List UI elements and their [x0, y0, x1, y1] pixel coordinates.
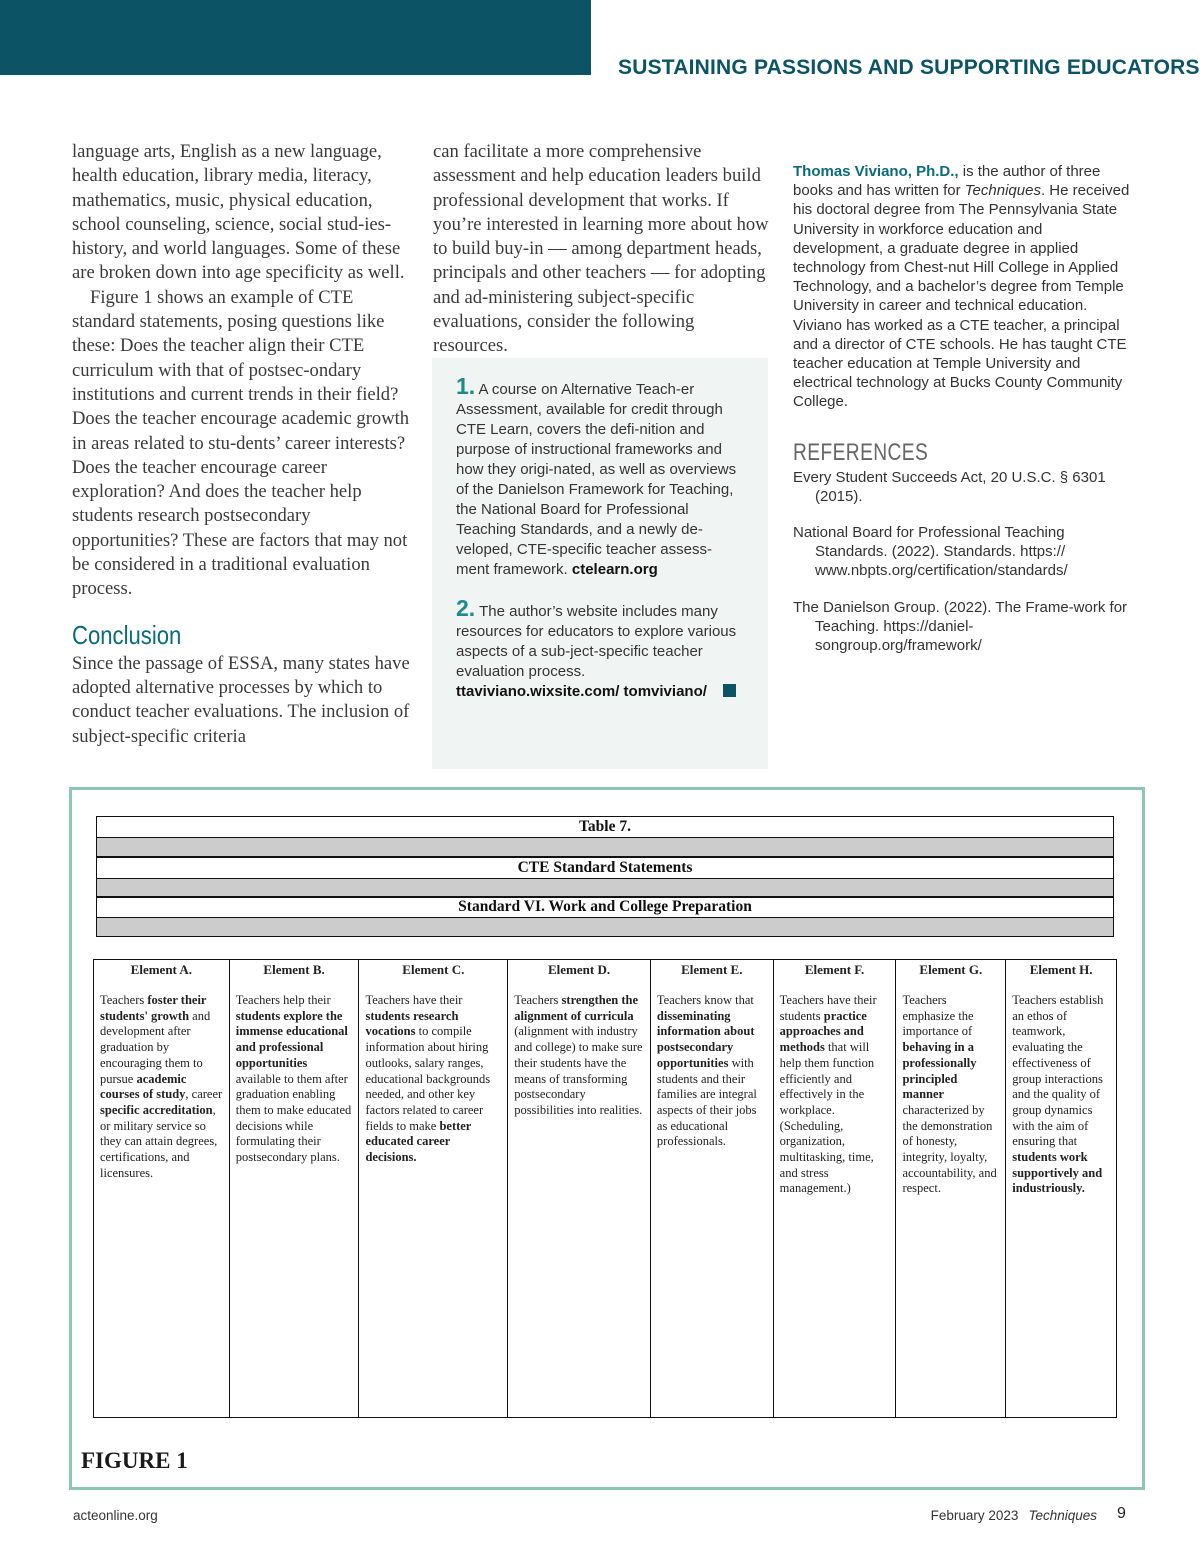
- footer-magazine: Techniques: [1028, 1508, 1097, 1523]
- conclusion-heading: Conclusion: [72, 619, 182, 650]
- table-standard-block: [96, 896, 1114, 937]
- table-shaded-row: [97, 878, 1113, 897]
- table-subtitle: CTE Standard Statements: [517, 859, 693, 876]
- end-mark-icon: [723, 684, 736, 697]
- element-heading: Element E.: [681, 962, 743, 977]
- element-body: Teachers emphasize the importance of behaving in a professionally principled manner characterized by the demonstration of honesty, integrity, loyalty, accountability, and respect.: [902, 993, 997, 1196]
- table-shaded-row: [97, 837, 1113, 856]
- header-color-bar: [0, 0, 591, 75]
- element-body: Teachers help their students explore the immense educational and professional opportunities available to them after graduation enabling them to make educated decisions while formulating their postsecondary plans.: [235, 993, 352, 1165]
- element-body: Teachers know that disseminating information about postsecondary opportunities with students and their families are integral aspects of their jobs as educational professionals.: [656, 993, 757, 1149]
- table-subtitle-block: [96, 857, 1114, 898]
- element-heading: Element B.: [263, 962, 325, 977]
- element-column: [230, 960, 360, 1417]
- paragraph: can facilitate a more comprehensive assessment and help education leaders build professional development that works. If you’re interested in learning more about how to build buy-in — among department heads, principals and other teachers — for adopting and ad-ministering subject-specific evaluations, consider the following resources.: [433, 141, 769, 357]
- element-column: [359, 960, 508, 1417]
- table-title: Table 7.: [579, 818, 631, 835]
- author-column: [793, 162, 1133, 672]
- element-heading: Element F.: [804, 962, 865, 977]
- paragraph: Since the passage of ESSA, many states have adopted alternative processes by which to conduct teacher evaluations. The inclusion of subject-specific criteria: [72, 652, 410, 747]
- table-standard: Standard VI. Work and College Preparation: [458, 898, 752, 915]
- references-heading: REFERENCES: [793, 438, 929, 466]
- reference-item: Every Student Succeeds Act, 20 U.S.C. § 6301 (2015).: [793, 468, 1106, 505]
- resources-box: [432, 358, 768, 769]
- element-column: [896, 960, 1006, 1417]
- element-heading: Element A.: [130, 962, 193, 977]
- resource-link[interactable]: ttaviviano.wixsite.com/ tomviviano/: [456, 683, 707, 700]
- author-bio: [793, 162, 1133, 412]
- page-number: 9: [1117, 1505, 1126, 1522]
- paragraph: Figure 1 shows an example of CTE standard statements, posing questions like these: Does the teacher align their CTE curriculum with that of postsec-ondary institutions and current trends in their field? Does the teacher encourage academic growth in areas related to stu-dents’ career interests? Does the teacher encourage career exploration? And does the teacher help students research postsecondary opportunities? These are factors that may not be considered in a traditional evaluation process.: [72, 286, 410, 600]
- resource-text: The author’s website includes many resources for educators to explore various aspects of a sub-ject-specific teacher evaluation process.: [456, 603, 737, 680]
- element-heading: Element H.: [1029, 962, 1093, 977]
- element-body: Teachers establish an ethos of teamwork, evaluating the effectiveness of group interactions and the quality of group dynamics with the aim of ensuring that students work supportively and industriously.: [1012, 993, 1104, 1196]
- resource-number: 1.: [456, 373, 476, 399]
- resource-item: [456, 595, 744, 702]
- element-body: Teachers have their students research vocations to compile information about hiring outlooks, salary ranges, educational backgrounds needed, and other key factors related to career fields to make better educated career decisions.: [365, 993, 491, 1165]
- paragraph: language arts, English as a new language, health education, library media, literacy, mathematics, music, physical education, school counseling, science, social stud-ies-history, and world languages. Some of these are broken down into age specificity as well.: [72, 141, 405, 284]
- bio-text: is the author of three books and has written for: [793, 163, 1101, 200]
- table-shaded-row: [97, 917, 1113, 936]
- element-column: [94, 960, 230, 1417]
- resource-link[interactable]: ctelearn.org: [571, 561, 658, 578]
- element-column: [1006, 960, 1116, 1417]
- element-body: Teachers have their students practice approaches and methods that will help them function efficiently and effectively in the workplace. (Scheduling, organization, multitasking, time, and stress management.): [779, 993, 877, 1196]
- section-title: SUSTAINING PASSIONS AND SUPPORTING EDUCATORS: [618, 56, 1200, 79]
- resource-item: [456, 373, 744, 580]
- element-heading: Element G.: [919, 962, 983, 977]
- resource-text: A course on Alternative Teach-er Assessment, available for credit through CTE Learn, covers the defi-nition and purpose of instructional frameworks and how they origi-nated, as well as overviews of the Danielson Framework for Teaching, the National Board for Professional Teaching Standards, and a newly de-veloped, CTE-specific teacher assess-ment framework.: [456, 381, 737, 578]
- footer-issue: [931, 1508, 1097, 1523]
- element-heading: Element D.: [547, 962, 611, 977]
- figure-label: FIGURE 1: [81, 1448, 188, 1473]
- article-column-2: [433, 140, 773, 359]
- reference-item: National Board for Professional Teaching Standards. (2022). Standards. https:// www.nbpts.org/certification/standards/: [793, 524, 1068, 580]
- resource-number: 2.: [456, 595, 476, 621]
- reference-item: The Danielson Group. (2022). The Frame-work for Teaching. https://daniel-songroup.org/framework/: [793, 598, 1128, 655]
- element-column: [651, 960, 774, 1417]
- footer-date: February 2023: [930, 1508, 1019, 1523]
- element-heading: Element C.: [402, 962, 465, 977]
- table-title-block: [96, 816, 1114, 857]
- element-body: Teachers foster their students' growth and development after graduation by encouraging them to pursue academic courses of study, career specific accreditation, or military service so they can attain degrees, certifications, and licensures.: [100, 993, 223, 1180]
- magazine-name: Techniques: [964, 182, 1041, 200]
- footer-site[interactable]: acteonline.org: [73, 1508, 158, 1523]
- element-body: Teachers strengthen the alignment of curricula (alignment with industry and college) to make sure their students have the means of transforming postsecondary possibilities into realities.: [514, 993, 643, 1117]
- element-column: [508, 960, 651, 1417]
- article-column-1: [72, 140, 412, 749]
- author-name: Thomas Viviano, Ph.D.,: [793, 163, 959, 180]
- bio-text: . He received his doctoral degree from The Pennsylvania State University in workforce education and development, a graduate degree in applied technology from Chest-nut Hill College in Applied Technology, and a bachelor’s degree from Temple University in career and technical education. Viviano has worked as a CTE teacher, a principal and a director of CTE schools. He has taught CTE teacher education at Temple University and electrical technology at Bucks County Community College.: [793, 182, 1130, 411]
- element-column: [774, 960, 897, 1417]
- elements-table: [93, 959, 1117, 1418]
